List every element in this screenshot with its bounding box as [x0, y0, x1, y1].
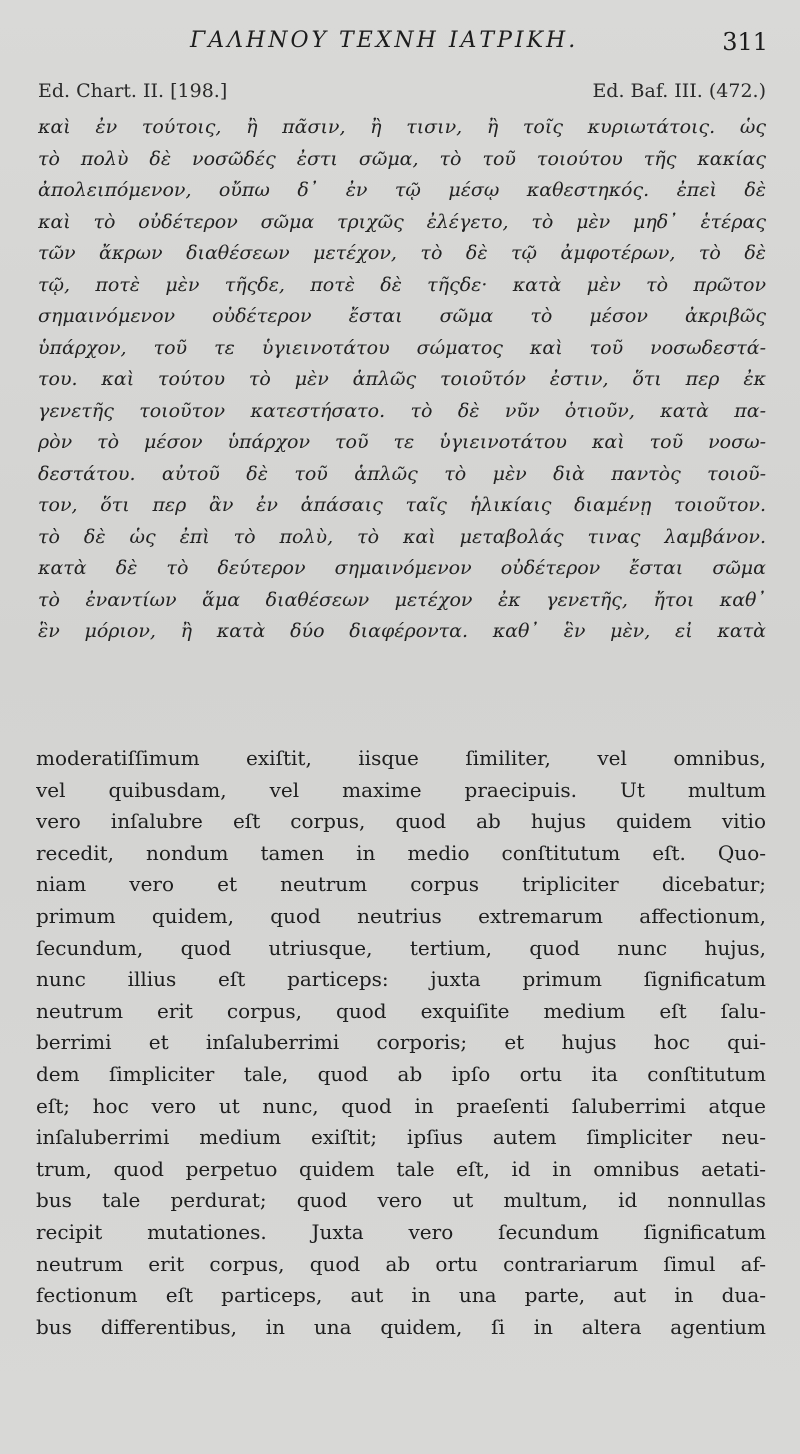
latin-text-line: eſt; hoc vero ut nunc, quod in praeſenti ſaluberrimi atque [36, 1093, 766, 1118]
latin-text-line: moderatiſſimum exiſtit, iisque ſimiliter, vel omnibus, [36, 746, 766, 770]
greek-text-block [38, 112, 766, 648]
greek-text-line: γενετῆς τοιοῦτον κατεστήσατο. τὸ δὲ νῦν ὁτιοῦν, κατὰ πα- [38, 399, 766, 422]
latin-text-line: bus tale perdurat; quod vero ut multum, id nonnullas [36, 1188, 766, 1213]
greek-text-line: τον, ὅτι περ ἂν ἐν ἁπάσαις ταῖς ἡλικίαις διαμένῃ τοιοῦτον. [38, 494, 766, 516]
greek-text-line: τῶν ἄκρων διαθέσεων μετέχον, τὸ δὲ τῷ ἀμφοτέρων, τὸ δὲ [38, 242, 766, 264]
latin-text-line: vero inſalubre eſt corpus, quod ab hujus quidem vitio [36, 809, 766, 834]
latin-text-line: neutrum erit corpus, quod exquiſite medium eſt ſalu- [36, 998, 766, 1023]
greek-text-line: ὑπάρχον, τοῦ τε ὑγιεινοτάτου σώματος καὶ τοῦ νοσωδεστά- [38, 336, 766, 359]
greek-text-line: κατὰ δὲ τὸ δεύτερον σημαινόμενον οὐδέτερον ἔσται σῶμα [38, 557, 766, 579]
latin-text-block [36, 743, 766, 1343]
greek-text-line: σημαινόμενον οὐδέτερον ἔσται σῶμα τὸ μέσον ἀκριβῶς [38, 305, 766, 327]
latin-text-line: ſecundum, quod utriusque, tertium, quod nunc hujus, [36, 935, 766, 960]
latin-text-line: berrimi et inſaluberrimi corporis; et hujus hoc qui- [36, 1030, 766, 1055]
latin-text-line: nunc illius eſt particeps: juxta primum ſignificatum [36, 967, 766, 992]
page-number: 311 [722, 28, 768, 56]
edition-references [38, 80, 766, 110]
greek-text-line: του. καὶ τούτου τὸ μὲν ἁπλῶς τοιοῦτόν ἐστιν, ὅτι περ ἐκ [38, 368, 766, 390]
greek-text-line: ἓν μόριον, ἢ κατὰ δύο διαφέροντα. καθ᾽ ἓν μὲν, εἰ κατὰ [38, 620, 766, 642]
edition-basel-reference: Ed. Baf. III. (472.) [592, 80, 766, 102]
latin-text-line: neutrum erit corpus, quod ab ortu contrariarum ſimul af- [36, 1251, 766, 1276]
latin-text-line: niam vero et neutrum corpus tripliciter dicebatur; [36, 872, 766, 897]
latin-text-line: recipit mutationes. Juxta vero ſecundum ſignificatum [36, 1219, 766, 1244]
greek-text-line: ρὸν τὸ μέσον ὑπάρχον τοῦ τε ὑγιεινοτάτου καὶ τοῦ νοσω- [38, 431, 766, 453]
latin-text-line: vel quibusdam, vel maxime praecipuis. Ut multum [36, 777, 766, 802]
greek-text-line: τὸ ἐναντίων ἅμα διαθέσεων μετέχον ἐκ γενετῆς, ἤτοι καθ᾽ [38, 588, 766, 611]
greek-text-line: καὶ τὸ οὐδέτερον σῶμα τριχῶς ἐλέγετο, τὸ μὲν μηδ᾽ ἑτέρας [38, 210, 766, 233]
latin-text-line: bus differentibus, in una quidem, ſi in altera agentium [36, 1314, 766, 1339]
greek-text-line: ἀπολειπόμενον, οὔπω δ᾽ ἐν τῷ μέσῳ καθεστηκός. ἐπεὶ δὲ [38, 179, 766, 201]
greek-text-line: καὶ ἐν τούτοις, ἢ πᾶσιν, ἢ τισιν, ἢ τοῖς κυριωτάτοις. ὡς [38, 116, 766, 138]
greek-text-line: τὸ πολὺ δὲ νοσῶδές ἐστι σῶμα, τὸ τοῦ τοιούτου τῆς κακίας [38, 147, 766, 170]
latin-text-line: inſaluberrimi medium exiſtit; ipſius autem ſimpliciter neu- [36, 1125, 766, 1150]
latin-text-line: dem ſimpliciter tale, quod ab ipſo ortu ita conſtitutum [36, 1061, 766, 1086]
running-head [0, 28, 800, 64]
greek-text-line: τῷ, ποτὲ μὲν τῆςδε, ποτὲ δὲ τῆςδε· κατὰ μὲν τὸ πρῶτον [38, 273, 766, 296]
latin-text-line: fectionum eſt particeps, aut in una parte, aut in dua- [36, 1283, 766, 1308]
edition-chartier-reference: Ed. Chart. II. [198.] [38, 80, 228, 102]
greek-text-line: δεστάτου. αὐτοῦ δὲ τοῦ ἁπλῶς τὸ μὲν διὰ παντὸς τοιοῦ- [38, 462, 766, 485]
greek-text-line: τὸ δὲ ὡς ἐπὶ τὸ πολὺ, τὸ καὶ μεταβολάς τινας λαμβάνον. [38, 525, 766, 548]
latin-text-line: recedit, nondum tamen in medio conſtitutum eſt. Quo- [36, 840, 766, 865]
running-title: ΓΑΛΗΝΟΥ ΤΕΧΝΗ ΙΑΤΡΙΚΗ. [190, 28, 579, 53]
latin-text-line: primum quidem, quod neutrius extremarum affectionum, [36, 903, 766, 928]
latin-text-line: trum, quod perpetuo quidem tale eſt, id in omnibus aetati- [36, 1156, 766, 1181]
